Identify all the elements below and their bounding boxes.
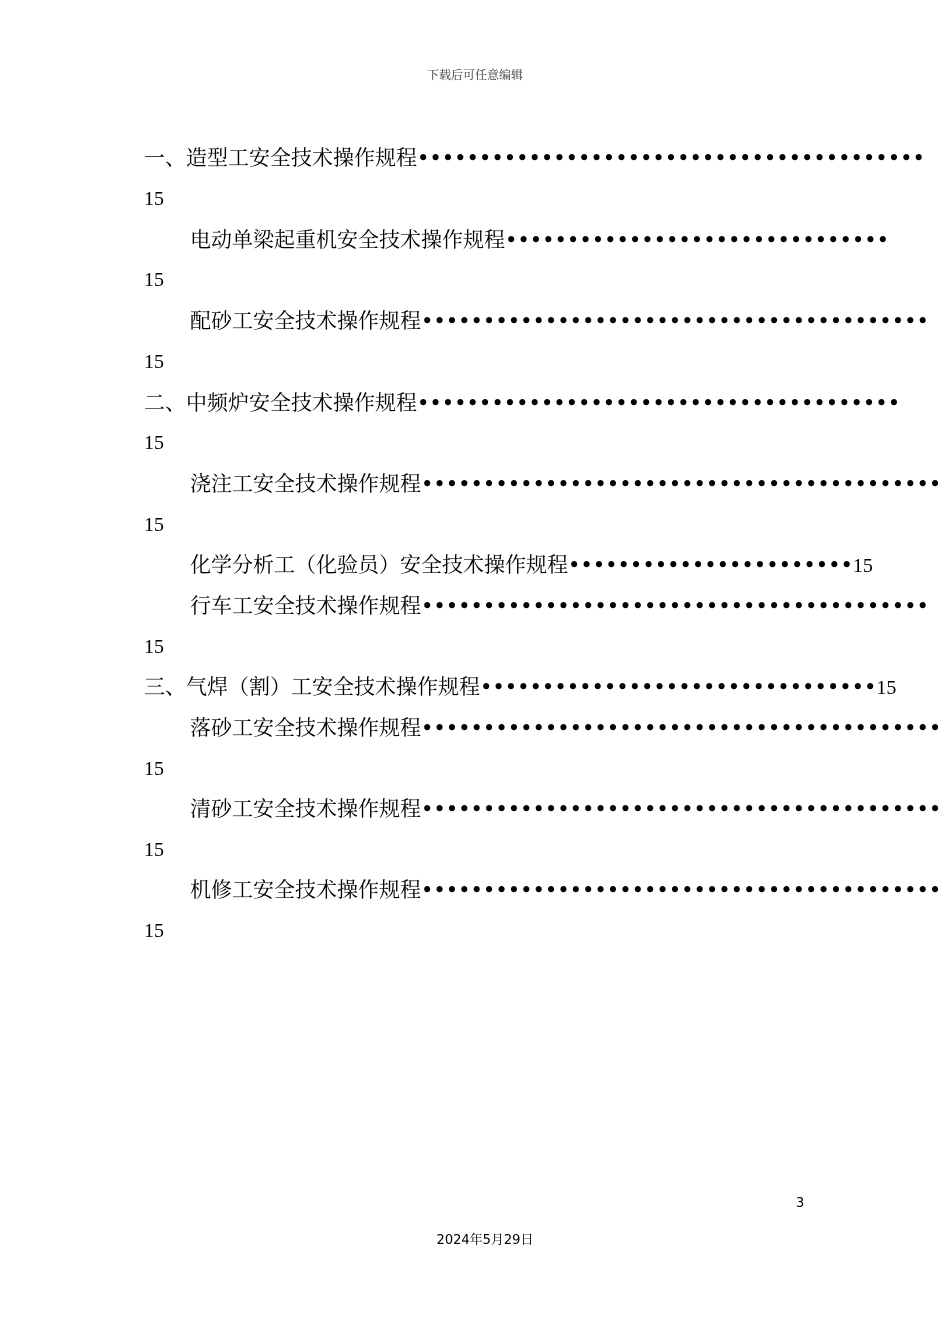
toc-entry-text: 配砂工安全技术操作规程	[190, 309, 421, 333]
toc-leader: ••••••••••••••••••••••••••••••••••••••••••	[421, 797, 942, 821]
toc-leader: ••••••••••••••••••••••••••••••••••••••••••	[421, 472, 942, 496]
toc-leader: •••••••••••••••••••••••••••••••••••••••••	[417, 146, 925, 170]
toc-entry-text: 落砂工安全技术操作规程	[190, 716, 421, 740]
toc-entry-title[interactable]	[190, 301, 929, 341]
toc-entry-title[interactable]	[190, 586, 929, 626]
toc-entry-page: 15	[876, 677, 897, 699]
toc-entry-page: 15	[144, 351, 164, 373]
toc-entry-page: 15	[852, 555, 873, 577]
toc-entry-text: 浇注工安全技术操作规程	[190, 472, 421, 496]
toc-entry-page: 15	[144, 839, 164, 861]
toc-entry-text: 三、气焊（割）工安全技术操作规程	[144, 675, 480, 699]
toc-entry-text: 二、中频炉安全技术操作规程	[144, 391, 417, 415]
toc-entry-page: 15	[144, 920, 164, 942]
toc-entry-title[interactable]	[144, 138, 925, 178]
footer-date: 2024年5月29日	[436, 1233, 534, 1248]
page-number: 3	[796, 1196, 805, 1211]
toc-entry-title[interactable]	[190, 545, 873, 585]
toc-entry-title[interactable]	[190, 708, 941, 748]
toc-entry-title[interactable]	[190, 220, 889, 260]
toc-leader: •••••••••••••••••••••••••••••••••••••••••	[421, 594, 929, 618]
toc-entry-page: 15	[144, 514, 164, 536]
toc-entry-page: 15	[144, 269, 164, 291]
toc-entry-text: 清砂工安全技术操作规程	[190, 797, 421, 821]
toc-leader: ••••••••••••••••••••••••••••••••	[480, 675, 877, 699]
toc-leader: •••••••••••••••••••••••••••••••	[505, 228, 889, 252]
toc-entry-page: 15	[144, 636, 164, 658]
toc-entry-text: 一、造型工安全技术操作规程	[144, 146, 417, 170]
toc-entry-text: 行车工安全技术操作规程	[190, 594, 421, 618]
toc-leader: •••••••••••••••••••••••••••••••••••••••••	[421, 309, 929, 333]
toc-entry-text: 化学分析工（化验员）安全技术操作规程	[190, 553, 568, 577]
toc-entry-title[interactable]	[144, 667, 896, 707]
toc-leader: ••••••••••••••••••••••••••••••••••••••••••	[421, 716, 942, 740]
toc-entry-title[interactable]	[190, 789, 941, 829]
header-note: 下载后可任意编辑	[426, 68, 523, 82]
toc-entry-page: 15	[144, 188, 164, 210]
toc-entry-text: 电动单梁起重机安全技术操作规程	[190, 228, 505, 252]
toc-entry-title[interactable]	[190, 870, 941, 910]
toc-entry-text: 机修工安全技术操作规程	[190, 878, 421, 902]
toc-entry-title[interactable]	[144, 383, 900, 423]
toc-leader: •••••••••••••••••••••••••••••••••••••••	[417, 391, 901, 415]
toc-entry-page: 15	[144, 758, 164, 780]
toc-entry-title[interactable]	[190, 464, 941, 504]
toc-leader: ••••••••••••••••••••••••••••••••••••••••••	[421, 878, 942, 902]
toc-leader: •••••••••••••••••••••••	[568, 553, 853, 577]
toc-entry-page: 15	[144, 432, 164, 454]
